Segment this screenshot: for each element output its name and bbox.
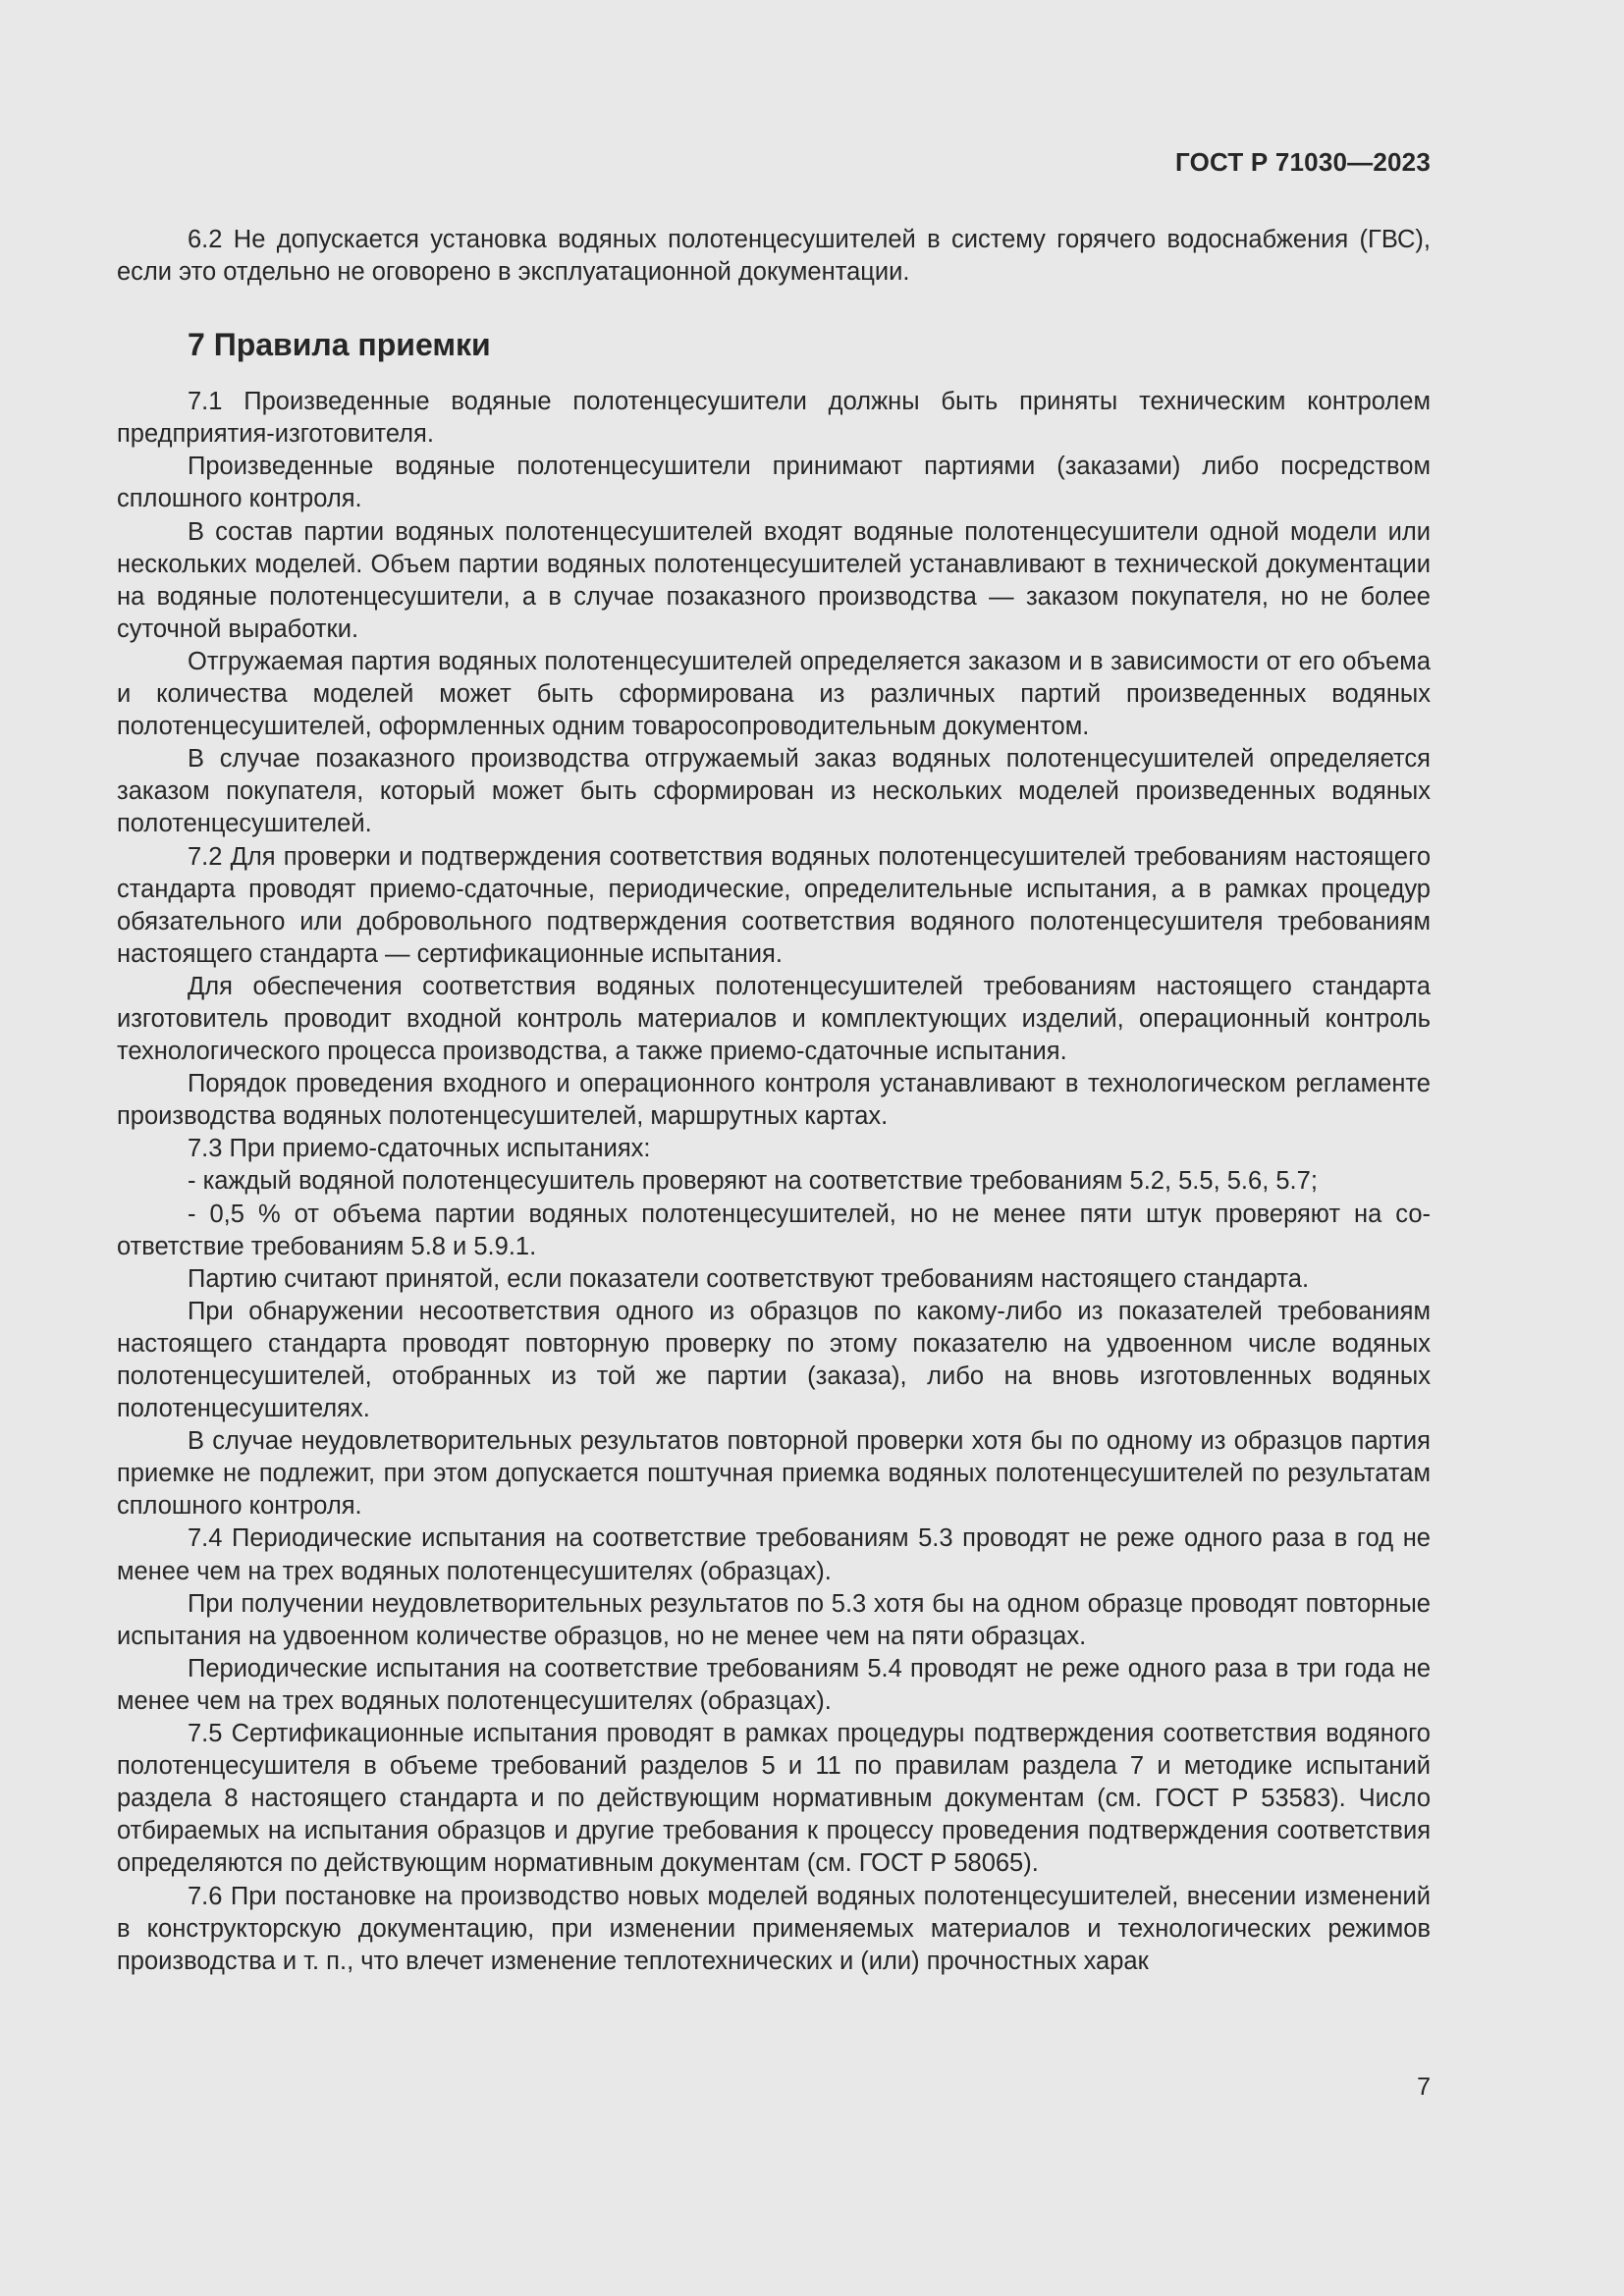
list-item: - каждый водяной полотенцесушитель проверяют на соответствие требованиям 5.2, 5.5, 5.6, 5.7; — [188, 1167, 1318, 1196]
paragraph: Периодические испытания на соответствие требованиям 5.4 проводят не реже одного раза в три года не менее чем на трех водяных полотенцесушителях (образцах). — [117, 1654, 1431, 1715]
page-body — [117, 224, 1431, 1978]
section-7-title: 7 Правила приемки — [188, 327, 491, 363]
paragraph: При получении неудовлетворительных результатов по 5.3 хотя бы на одном образце проводят повторные испытания на удвоенном количестве образцов, но не менее чем на пяти образцах. — [117, 1589, 1431, 1650]
paragraph: В состав партии водяных полотенцесушителей входят водяные полотенцесушители одной модели или нескольких моделей. Объем партии водяных полотенцесушителей устанавливают в технической документации на водяные полотенцесушители, а в случае позаказного производства — заказом покупателя, но не более суточной выработки. — [117, 517, 1431, 643]
document-code-header: ГОСТ Р 71030—2023 — [1175, 147, 1431, 177]
page-number: 7 — [1417, 2073, 1431, 2101]
list-item: - 0,5 % от объема партии водяных полотенцесушителей, но не менее пяти штук проверяют на соответствие требованиям 5.8 и 5.9.1. — [117, 1200, 1431, 1260]
paragraph: Произведенные водяные полотенцесушители принимают партиями (заказами) либо посредством сплошного контроля. — [117, 453, 1431, 513]
paragraph: В случае позаказного производства отгружаемый заказ водяных полотенцесушителей определяется заказом покупателя, который может быть сформирован из нескольких моделей произведенных водяных полотенцесушителей. — [117, 745, 1431, 838]
paragraph: Порядок проведения входного и операционного контроля устанавливают в технологическом регламенте производства водяных полотенцесушителей, маршрутных картах. — [117, 1070, 1431, 1131]
paragraph: Для обеспечения соответствия водяных полотенцесушителей требованиям настоящего стандарта изготовитель проводит входной контроль материалов и комплектующих изделий, операционный контроль технологического процесса производства, а также приемо-сдаточные испытания. — [117, 972, 1431, 1066]
paragraph-7-6: 7.6 При постановке на производство новых моделей водяных полотенцесушителей, внесении изменений в конструкторскую документацию, при изменении применяемых материалов и технологических режимов производства и т. п., что влечет изменение теплотехнических и (или) прочностных харак — [117, 1882, 1431, 1975]
paragraph-7-2: 7.2 Для проверки и подтверждения соответствия водяных полотенцесушителей требованиям настоящего стандарта проводят приемо-сдаточные, периодические, определительные испытания, а в рамках процедур обязательного или добровольного подтверждения соответствия водяного полотенцесушителя требованиям настоящего стандарта — сертификационные испытания. — [117, 842, 1431, 968]
paragraph: При обнаружении несоответствия одного из образцов по какому-либо из показателей требованиям настоящего стандарта проводят повторную проверку по этому показателю на удвоенном числе водяных полотенцесушителей, отобранных из той же партии (заказа), либо на вновь изготовленных водяных полотенцесушителях. — [117, 1297, 1431, 1423]
paragraph: Отгружаемая партия водяных полотенцесушителей определяется заказом и в зависимости от его объема и количества моделей может быть сформирована из различных партий произведенных водяных полотенцесушителей, оформленных одним товаросопроводительным документом. — [117, 647, 1431, 741]
paragraph-7-3: 7.3 При приемо-сдаточных испытаниях: — [188, 1135, 651, 1163]
paragraph: Партию считают принятой, если показатели соответствуют требованиям настоящего стандарта. — [188, 1264, 1310, 1293]
paragraph-7-1: 7.1 Произведенные водяные полотенцесушители должны быть приняты техническим контролем предприятия-изготовителя. — [117, 388, 1431, 449]
paragraph: В случае неудовлетворительных результатов повторной проверки хотя бы по одному из образцов партия приемке не подлежит, при этом допускается поштучная приемка водяных полотенцесушителей по результатам сплошного контроля. — [117, 1427, 1431, 1521]
paragraph-6-2: 6.2 Не допускается установка водяных полотенцесушителей в систему горячего водоснабжения (ГВС), если это отдельно не оговорено в эксплуатационной документации. — [117, 226, 1431, 287]
paragraph-7-4: 7.4 Периодические испытания на соответствие требованиям 5.3 проводят не реже одного раза в год не менее чем на трех водяных полотенцесушителях (образцах). — [117, 1524, 1431, 1585]
paragraph-7-5: 7.5 Сертификационные испытания проводят в рамках процедуры подтверждения соответствия водяного полотенцесушителя в объеме требований разделов 5 и 11 по правилам раздела 7 и методике испытаний раздела 8 настоящего стандарта и по действующим нормативным документам (см. ГОСТ Р 53583). Число отбираемых на испытания образцов и другие требования к процессу проведения подтверждения соответствия определяются по действующим нормативным документам (см. ГОСТ Р 58065). — [117, 1720, 1431, 1878]
